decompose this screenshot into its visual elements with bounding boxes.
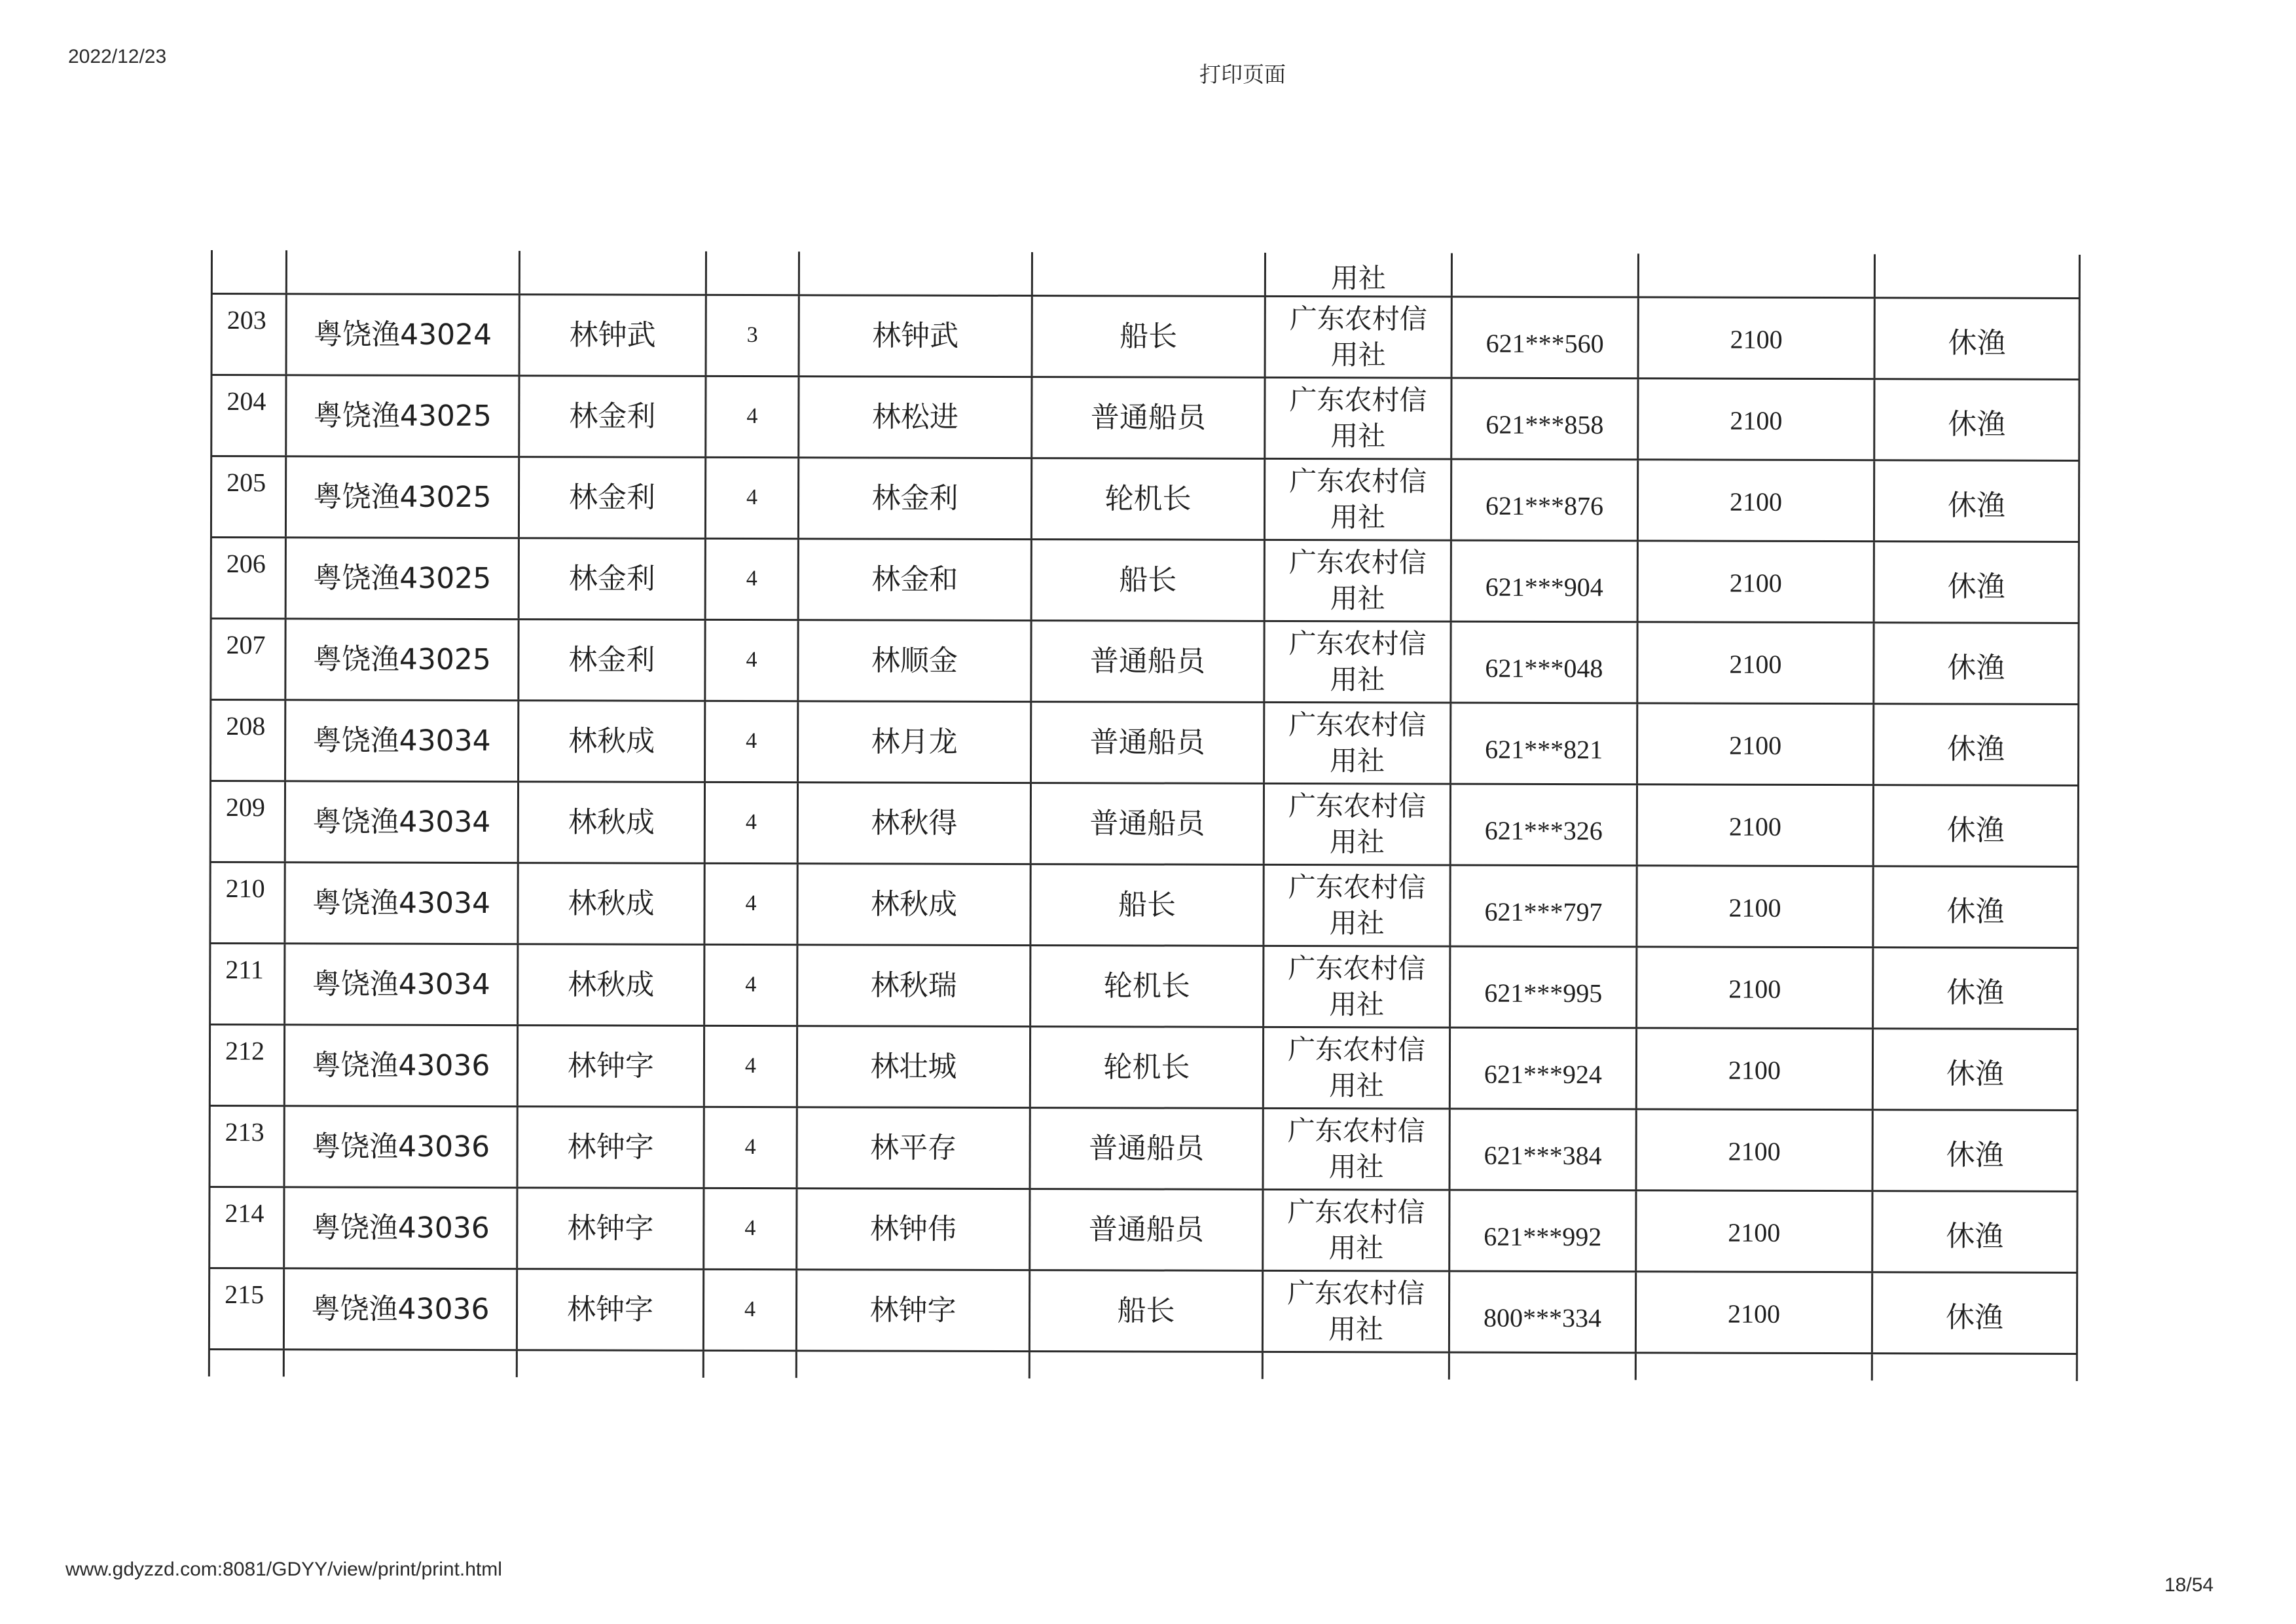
table-cell-index: 212 xyxy=(209,1025,283,1105)
table-cell-type: 休渔 xyxy=(1871,1273,2078,1353)
table-cell-name: 林金和 xyxy=(797,540,1030,619)
table-cell-index: 215 xyxy=(208,1269,283,1348)
table-cell-index: 214 xyxy=(208,1188,283,1267)
table-cell-amount: 2100 xyxy=(1635,1191,1871,1271)
table-cell-amount: 2100 xyxy=(1637,298,1874,378)
table-cell-name: 林钟伟 xyxy=(795,1189,1029,1269)
table-cell-amount: 2100 xyxy=(1636,623,1872,703)
table-cell-amount: 2100 xyxy=(1637,542,1873,621)
table-cell-crew-count: 4 xyxy=(704,702,797,781)
table-cell-name: 林秋得 xyxy=(797,783,1030,863)
table-cell-owner: 林秋成 xyxy=(517,945,703,1025)
table-cell-index: 203 xyxy=(211,295,285,374)
table-cell-amount: 2100 xyxy=(1635,948,1872,1027)
table-cell-ship-number: 粤饶渔43036 xyxy=(283,1025,517,1105)
table-cell-bank: 广东农村信 用社 xyxy=(1262,866,1449,946)
table-cell-index: 210 xyxy=(209,863,283,942)
table-cell-ship-number: 粤饶渔43034 xyxy=(284,701,517,781)
table-cell-account: 621***858 xyxy=(1450,379,1637,459)
table-cell-account: 621***995 xyxy=(1449,948,1635,1027)
table-cell-amount: 2100 xyxy=(1636,704,1872,784)
table-cell-ship-number: 粤饶渔43036 xyxy=(283,1188,516,1268)
table-cell-type: 休渔 xyxy=(1872,623,2079,703)
table-cell-owner: 林金利 xyxy=(518,539,704,619)
table-cell-name: 林秋瑞 xyxy=(796,946,1029,1025)
table-cell-role: 轮机长 xyxy=(1030,459,1264,539)
table-cell-crew-count: 4 xyxy=(703,864,796,944)
table-cell-owner: 林钟武 xyxy=(519,295,705,375)
table-cell-role: 普通船员 xyxy=(1030,621,1263,701)
table-cell-ship-number: 粤饶渔43025 xyxy=(284,619,517,699)
table-row-tail xyxy=(208,1350,2078,1381)
table-cell-ship-number: 粤饶渔43034 xyxy=(284,782,517,862)
table-cell-account: 621***821 xyxy=(1449,704,1636,784)
table-cell-bank: 广东农村信 用社 xyxy=(1262,1272,1448,1352)
table-row xyxy=(209,1025,2079,1111)
table-cell-owner: 林钟字 xyxy=(517,1026,703,1106)
table-cell-type: 休渔 xyxy=(1873,461,2080,541)
table-cell-account: 621***924 xyxy=(1449,1029,1635,1109)
table-cell-ship-number: 粤饶渔43024 xyxy=(285,295,519,375)
table-cell-index: 205 xyxy=(210,457,285,536)
table-cell-account: 621***992 xyxy=(1448,1191,1635,1271)
table-row xyxy=(210,457,2080,543)
table-cell-owner: 林金利 xyxy=(518,458,704,538)
table-row xyxy=(208,1188,2078,1274)
table-cell-bank: 广东农村信 用社 xyxy=(1264,378,1450,458)
table-cell-index: 207 xyxy=(210,619,284,699)
table-row xyxy=(209,1107,2079,1192)
table-cell-type: 休渔 xyxy=(1873,542,2080,622)
table-cell-owner: 林钟字 xyxy=(517,1107,703,1187)
table-cell-bank: 广东农村信 用社 xyxy=(1262,947,1449,1027)
table-cell-account: 621***560 xyxy=(1451,298,1637,378)
table-cell-account: 621***384 xyxy=(1449,1110,1635,1190)
table-cell-type: 休渔 xyxy=(1872,867,2079,947)
table-cell-ship-number: 粤饶渔43034 xyxy=(283,863,517,943)
table-cell-type: 休渔 xyxy=(1872,1029,2079,1109)
table-cell-owner: 林秋成 xyxy=(517,783,704,862)
table-cell-crew-count: 3 xyxy=(705,296,798,375)
table-cell-ship-number: 粤饶渔43025 xyxy=(285,457,518,537)
table-cell-type: 休渔 xyxy=(1872,1111,2079,1190)
table-cell-account: 621***048 xyxy=(1449,623,1636,703)
table-cell-crew-count: 4 xyxy=(704,458,797,538)
table-cell-bank: 广东农村信 用社 xyxy=(1264,541,1450,621)
table-cell-name: 林顺金 xyxy=(797,621,1030,701)
table-cell-name: 林月龙 xyxy=(797,702,1030,782)
table-cell-type: 休渔 xyxy=(1872,705,2079,784)
table-cell-role: 船长 xyxy=(1030,540,1264,620)
page-number: 18/54 xyxy=(2164,1574,2214,1596)
table-cell-owner: 林金利 xyxy=(518,377,704,456)
table-cell-ship-number: 粤饶渔43025 xyxy=(285,376,518,456)
table-cell-owner: 林秋成 xyxy=(517,864,703,944)
table-cell-bank: 广东农村信 用社 xyxy=(1263,622,1449,702)
table-cell-index: 206 xyxy=(210,538,285,618)
table-cell-crew-count: 4 xyxy=(704,377,797,456)
table-cell-amount: 2100 xyxy=(1635,1029,1872,1109)
table-row xyxy=(210,782,2079,868)
table-cell-crew-count: 4 xyxy=(703,1108,796,1187)
table-row xyxy=(210,619,2079,705)
table-cell-index: 204 xyxy=(210,376,285,455)
table-cell-ship-number: 粤饶渔43025 xyxy=(285,538,518,618)
table-cell-name: 林金利 xyxy=(797,458,1030,538)
table-cell-amount: 2100 xyxy=(1637,379,1873,459)
table-cell-role: 普通船员 xyxy=(1029,1190,1262,1270)
page-url: www.gdyzzd.com:8081/GDYY/view/print/print.html xyxy=(65,1559,502,1580)
table-cell-amount: 2100 xyxy=(1636,785,1872,865)
table-cell-owner: 林金利 xyxy=(517,620,704,700)
table-cell-role: 轮机长 xyxy=(1029,1027,1262,1107)
table-row xyxy=(210,538,2080,624)
table-cell-index: 211 xyxy=(209,944,283,1024)
table-cell-name: 林平存 xyxy=(796,1108,1029,1188)
table-cell-amount: 2100 xyxy=(1635,1110,1872,1190)
table-cell-bank-partial: 用社 xyxy=(1264,253,1451,296)
table-cell-bank: 广东农村信 用社 xyxy=(1262,1028,1449,1108)
table-cell-role: 船长 xyxy=(1029,1271,1262,1351)
table-cell-type: 休渔 xyxy=(1872,786,2079,866)
table-cell-role: 普通船员 xyxy=(1030,703,1263,783)
table-cell-bank: 广东农村信 用社 xyxy=(1264,460,1450,540)
table-cell-account: 621***326 xyxy=(1449,785,1636,865)
table-row-partial xyxy=(211,250,2081,299)
table-cell-type: 休渔 xyxy=(1872,948,2079,1028)
table-cell-name: 林秋成 xyxy=(796,864,1029,944)
table-cell-role: 普通船员 xyxy=(1029,1109,1262,1189)
table-cell-index: 209 xyxy=(210,782,284,861)
table-cell-name: 林壮城 xyxy=(796,1027,1029,1107)
table-cell-owner: 林钟字 xyxy=(516,1189,702,1268)
table-row xyxy=(209,944,2079,1030)
table-cell-crew-count: 4 xyxy=(702,1270,795,1350)
table-cell-bank: 广东农村信 用社 xyxy=(1263,703,1449,783)
table-row xyxy=(209,863,2079,949)
table-cell-crew-count: 4 xyxy=(702,1189,795,1268)
table-cell-crew-count: 4 xyxy=(703,946,796,1025)
table-cell-owner: 林钟字 xyxy=(516,1270,702,1350)
table-cell-name: 林钟武 xyxy=(798,296,1031,376)
table-row xyxy=(208,1269,2078,1355)
table-cell-amount: 2100 xyxy=(1635,1272,1871,1352)
table-cell-bank: 广东农村信 用社 xyxy=(1263,784,1449,864)
table-cell-index: 208 xyxy=(210,701,284,780)
table-cell-ship-number: 粤饶渔43036 xyxy=(283,1269,516,1349)
table-cell-account: 800***334 xyxy=(1448,1272,1635,1352)
table-cell-name: 林松进 xyxy=(797,377,1030,457)
table-cell-amount: 2100 xyxy=(1635,866,1872,946)
table-cell-account: 621***876 xyxy=(1450,460,1637,540)
table-cell-role: 轮机长 xyxy=(1029,946,1262,1026)
page-title: 打印页面 xyxy=(1199,62,1286,87)
table-cell-type: 休渔 xyxy=(1871,1192,2078,1272)
table-cell-name: 林钟字 xyxy=(795,1270,1029,1350)
table-cell-owner: 林秋成 xyxy=(517,701,704,781)
table-cell-crew-count: 4 xyxy=(704,621,797,700)
table-row xyxy=(211,295,2081,380)
table-cell-type: 休渔 xyxy=(1873,380,2080,460)
table-cell-bank: 广东农村信 用社 xyxy=(1262,1109,1449,1189)
table-cell-ship-number: 粤饶渔43036 xyxy=(283,1107,517,1187)
table-cell-account: 621***797 xyxy=(1449,866,1635,946)
subsidy-table xyxy=(208,250,2081,1381)
table-cell-index: 213 xyxy=(209,1107,283,1186)
table-cell-account: 621***904 xyxy=(1450,542,1637,621)
table-row xyxy=(210,376,2080,462)
table-cell-bank: 广东农村信 用社 xyxy=(1264,297,1451,377)
table-cell-crew-count: 4 xyxy=(704,540,797,619)
table-cell-role: 船长 xyxy=(1029,865,1262,945)
table-cell-role: 普通船员 xyxy=(1030,378,1264,458)
table-row xyxy=(210,701,2079,786)
table-cell-role: 普通船员 xyxy=(1030,784,1263,864)
print-date: 2022/12/23 xyxy=(68,46,167,67)
table-cell-type: 休渔 xyxy=(1874,299,2081,378)
table-cell-crew-count: 4 xyxy=(703,1027,796,1106)
table-cell-bank: 广东农村信 用社 xyxy=(1262,1190,1448,1270)
table-cell-crew-count: 4 xyxy=(704,783,797,862)
table-cell-ship-number: 粤饶渔43034 xyxy=(283,944,517,1024)
table-cell-role: 船长 xyxy=(1031,297,1264,377)
table-cell-amount: 2100 xyxy=(1637,460,1873,540)
